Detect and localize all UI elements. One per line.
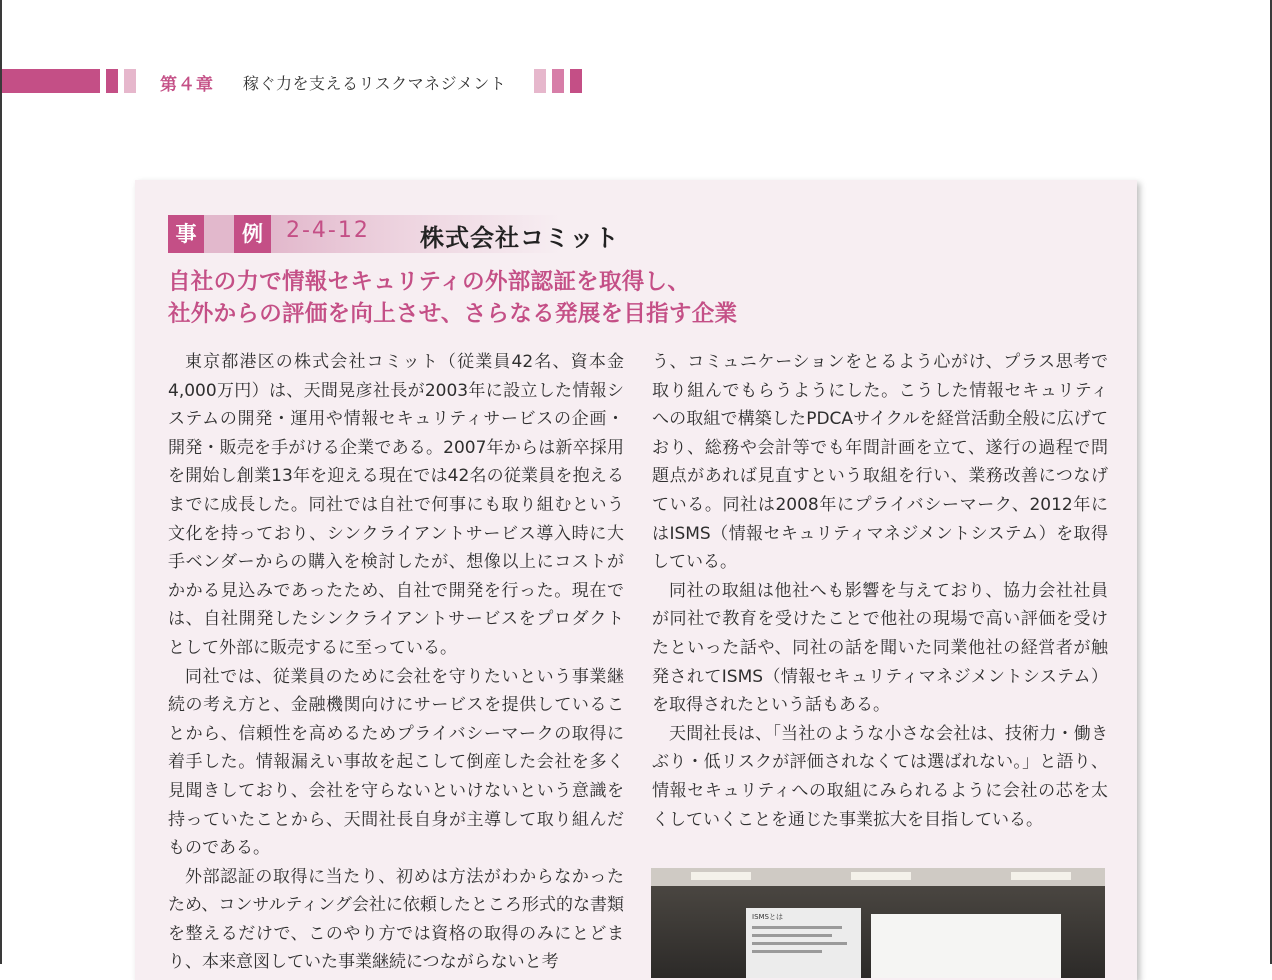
chapter-deco-block xyxy=(552,69,564,93)
chapter-deco-block xyxy=(534,69,546,93)
photo-screen-text-line xyxy=(752,934,832,937)
body-paragraph: 同社では、従業員のために会社を守りたいという事業継続の考え方と、金融機関向けにサービスを提供していることから、信頼性を高めるためプライバシーマークの取得に着手した。情報漏えい事故を起こして倒産した会社を多く見聞きしており、会社を守らないといけないという意識を持っていたことから、天間社長自身が主導して取り組んだものである。 xyxy=(168,666,624,859)
photo-presentation-screen xyxy=(746,908,861,978)
case-number: 2-4-12 xyxy=(286,218,370,243)
photo-screen-text-line xyxy=(752,950,822,953)
body-paragraph: 同社の取組は他社へも影響を与えており、協力会社社員が同社で教育を受けたことで他社の現場で高い評価を受けたといった話や、同社の話を聞いた同業他社の経営者が触発されてISMS（情報セキュリティマネジメントシステム）を取得されたという話もある。 xyxy=(652,580,1108,716)
photo-ceiling-light xyxy=(1011,872,1071,880)
case-headline-line1: 自社の力で情報セキュリティの外部認証を取得し、 xyxy=(168,269,691,295)
chapter-title: 稼ぐ力を支えるリスクマネジメント xyxy=(243,74,507,93)
body-column-right xyxy=(652,348,1108,834)
photo-screen-text-line xyxy=(752,926,842,929)
photo-screen-title: ISMSとは xyxy=(752,913,783,921)
chapter-deco-block xyxy=(106,69,118,93)
case-tag-gap xyxy=(204,215,234,253)
chapter-color-band xyxy=(2,69,100,93)
case-tag-char: 事 xyxy=(168,215,204,253)
photo-projection-screen xyxy=(871,914,1061,978)
photo-ceiling-light xyxy=(691,872,751,880)
body-paragraph: 東京都港区の株式会社コミット（従業員42名、資本金4,000万円）は、天間晃彦社長が2003年に設立した情報システムの開発・運用や情報セキュリティサービスの企画・開発・販売を手がける企業である。2007年からは新卒採用を開始し創業13年を迎える現在では42名の従業員を抱えるまでに成長した。同社では自社で何事にも取り組むという文化を持っており、シンクライアントサービス導入時に大手ベンダーからの購入を検討したが、想像以上にコストがかかる見込みであったため、自社で開発を行った。現在では、自社開発したシンクライアントサービスをプロダクトとして外部に販売するに至っている。 xyxy=(168,352,624,658)
chapter-deco-block xyxy=(124,69,136,93)
chapter-number: 第４章 xyxy=(160,75,214,95)
photo-screen-text-line xyxy=(752,942,847,945)
company-name: 株式会社コミット xyxy=(420,224,620,252)
chapter-deco-block xyxy=(570,69,582,93)
body-paragraph: 外部認証の取得に当たり、初めは方法がわからなかったため、コンサルティング会社に依頼したところ形式的な書類を整えるだけで、このやり方では資格の取得のみにとどまり、本来意図していた事業継続につながらないと考 xyxy=(168,866,624,973)
case-headline-line2: 社外からの評価を向上させ、さらなる発展を目指す企業 xyxy=(168,301,738,327)
page-left-border xyxy=(0,0,2,964)
body-paragraph-continued: う、コミュニケーションをとるよう心がけ、プラス思考で取り組んでもらうようにした。こうした情報セキュリティへの取組で構築したPDCAサイクルを経営活動全般に広げており、総務や会計等でも年間計画を立て、遂行の過程で問題点があれば見直すという取組を行い、業務改善につなげている。同社は2008年にプライバシーマーク、2012年にはISMS（情報セキュリティマネジメントシステム）を取得している。 xyxy=(652,352,1108,573)
case-tag-char: 例 xyxy=(234,215,271,253)
seminar-photo xyxy=(651,868,1105,978)
body-paragraph: 天間社長は、「当社のような小さな会社は、技術力・働きぶり・低リスクが評価されなくては選ばれない。」と語り、情報セキュリティへの取組にみられるように会社の芯を太くしていくことを通じた事業拡大を目指している。 xyxy=(652,723,1108,830)
photo-ceiling-light xyxy=(851,872,911,880)
body-column-left xyxy=(168,348,624,977)
